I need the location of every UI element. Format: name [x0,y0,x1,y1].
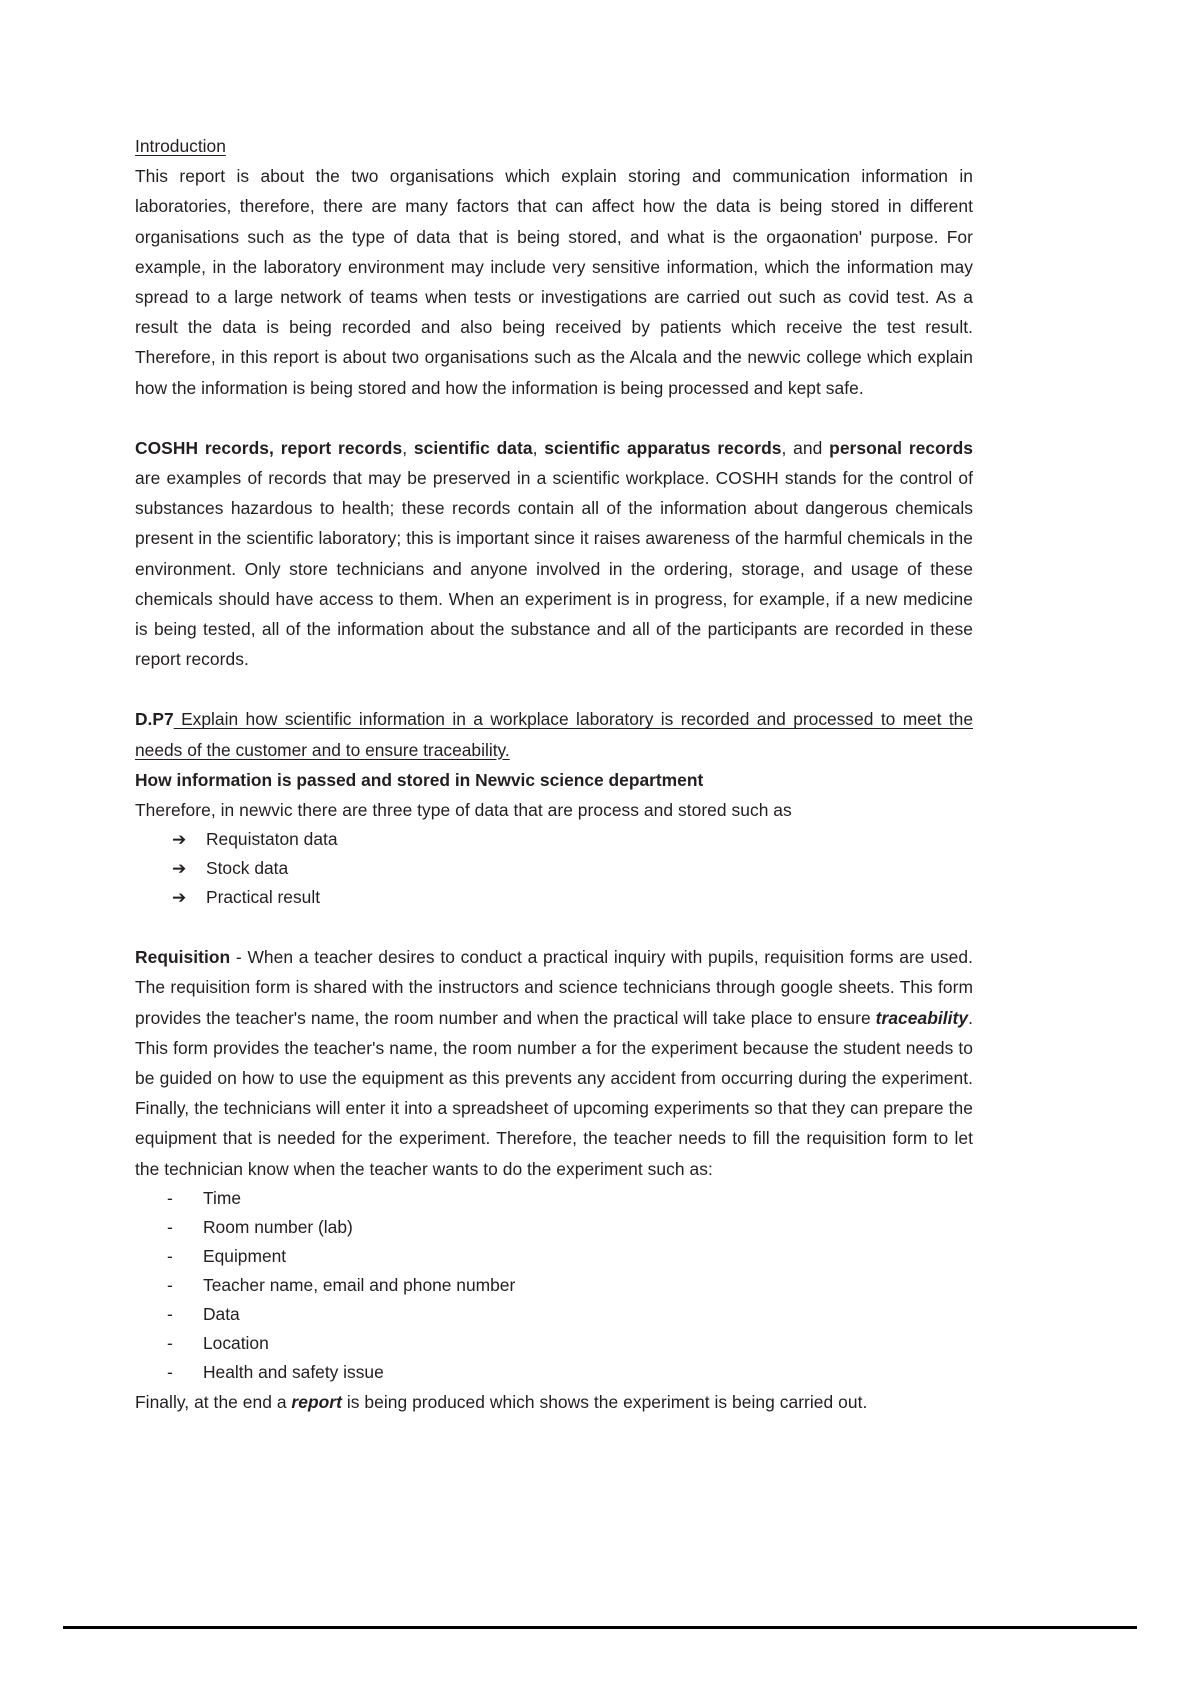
closing-paragraph [135,1387,973,1417]
list-item [135,1213,973,1242]
paragraph-spacer-3 [135,912,973,942]
dash-bullet-icon: - [167,1303,173,1324]
intro-heading [135,131,973,161]
intro-paragraph: This report is about the two organisations which explain storing and communication information in laboratories, therefore, there are many factors that can affect how the data is being stored in different organisations such as the type of data that is being stored, and what is the orgaonation' purpose. For example, in the laboratory environment may include very sensitive information, which the information may spread to a large network of teams when tests or investigations are carried out such as covid test. As a result the data is being recorded and also being received by patients which receive the test result. Therefore, in this report is about two organisations such as the Alcala and the newvic college which explain how the information is being stored and how the information is being processed and kept safe. [135,166,973,398]
list-item-label: Practical result [206,887,321,908]
records-bold-term-2: scientific data [413,437,533,458]
list-item [135,854,973,883]
requisition-field-list [135,1184,973,1387]
list-item-label: Data [203,1303,240,1324]
list-item-label: Location [203,1332,269,1353]
list-item-label: Time [203,1187,241,1208]
closing-emphasis: report [291,1391,342,1412]
records-separator-1: , [402,437,414,458]
closing-tail: is being produced which shows the experiment is being carried out. [341,1391,868,1412]
list-item-label: Room number (lab) [203,1216,353,1237]
arrow-bullet-icon: ➔ [172,888,187,908]
records-bold-term-3: scientific apparatus records [544,437,782,458]
document-body [135,131,973,1417]
list-item [135,883,973,912]
records-separator-3: , and [781,437,830,458]
requisition-bold-label: Requisition [135,947,231,968]
requisition-lead: - When a teacher desires to conduct a practical inquiry with pupils, requisition forms are used. The requisition form is shared with the instructors and science technicians through google sheets. This form provides the teacher's name, the room number and when the practical will take place to ensure [135,947,973,1028]
arrow-bullet-icon: ➔ [172,859,187,879]
list-item [135,1329,973,1358]
list-item-label: Equipment [203,1245,287,1266]
newvic-intro-line: Therefore, in newvic there are three type of data that are process and stored such as [135,800,792,821]
list-item-label: Health and safety issue [203,1361,384,1382]
dash-bullet-icon: - [167,1245,173,1266]
requisition-tail: . This form provides the teacher's name, the room number a for the experiment because the student needs to be guided on how to use the equipment as this prevents any accident from occurring during the experiment. Finally, the technicians will enter it into a spreadsheet of upcoming experiments so that they can prepare the equipment that is needed for the experiment. Therefore, the teacher needs to fill the requisition form to let the technician know when the teacher wants to do the experiment such as: [135,1007,973,1179]
list-item-label: Teacher name, email and phone number [203,1274,516,1295]
records-separator-2: , [532,437,545,458]
intro-heading-label: Introduction [135,136,226,156]
list-item [135,1300,973,1329]
newvic-section-heading: How information is passed and stored in Newvic science department [135,769,704,790]
requisition-emphasis: traceability [875,1007,969,1028]
list-item [135,1271,973,1300]
footer-divider [63,1626,1137,1629]
dash-bullet-icon: - [167,1187,173,1208]
list-item [135,1184,973,1213]
requisition-paragraph [135,942,973,1184]
dash-bullet-icon: - [167,1274,173,1295]
dash-bullet-icon: - [167,1361,173,1382]
paragraph-spacer-2 [135,674,973,704]
records-paragraph [135,433,973,675]
data-type-list [135,825,973,912]
dp7-statement: Explain how scientific information in a workplace laboratory is recorded and processed to meet the needs of the customer and to ensure traceability. [135,709,973,760]
dash-bullet-icon: - [167,1216,173,1237]
dp7-label: D.P7 [135,709,174,730]
arrow-bullet-icon: ➔ [172,830,187,850]
records-paragraph-rest: are examples of records that may be preserved in a scientific workplace. COSHH stands for the control of substances hazardous to health; these records contain all of the information about dangerous chemicals present in the scientific laboratory; this is important since it raises awareness of the harmful chemicals in the environment. Only store technicians and anyone involved in the ordering, storage, and usage of these chemicals should have access to them. When an experiment is in progress, for example, if a new medicine is being tested, all of the information about the substance and all of the participants are recorded in these report records. [135,468,973,670]
dash-bullet-icon: - [167,1332,173,1353]
list-item [135,1242,973,1271]
list-item-label: Requistaton data [206,829,338,850]
records-bold-term-4: personal records [829,437,973,458]
dp7-criteria [135,704,973,764]
list-item [135,825,973,854]
records-bold-term-1: COSHH records, report records [135,437,403,458]
list-item-label: Stock data [206,858,289,879]
paragraph-spacer [135,403,973,433]
closing-lead: Finally, at the end a [135,1391,292,1412]
list-item [135,1358,973,1387]
